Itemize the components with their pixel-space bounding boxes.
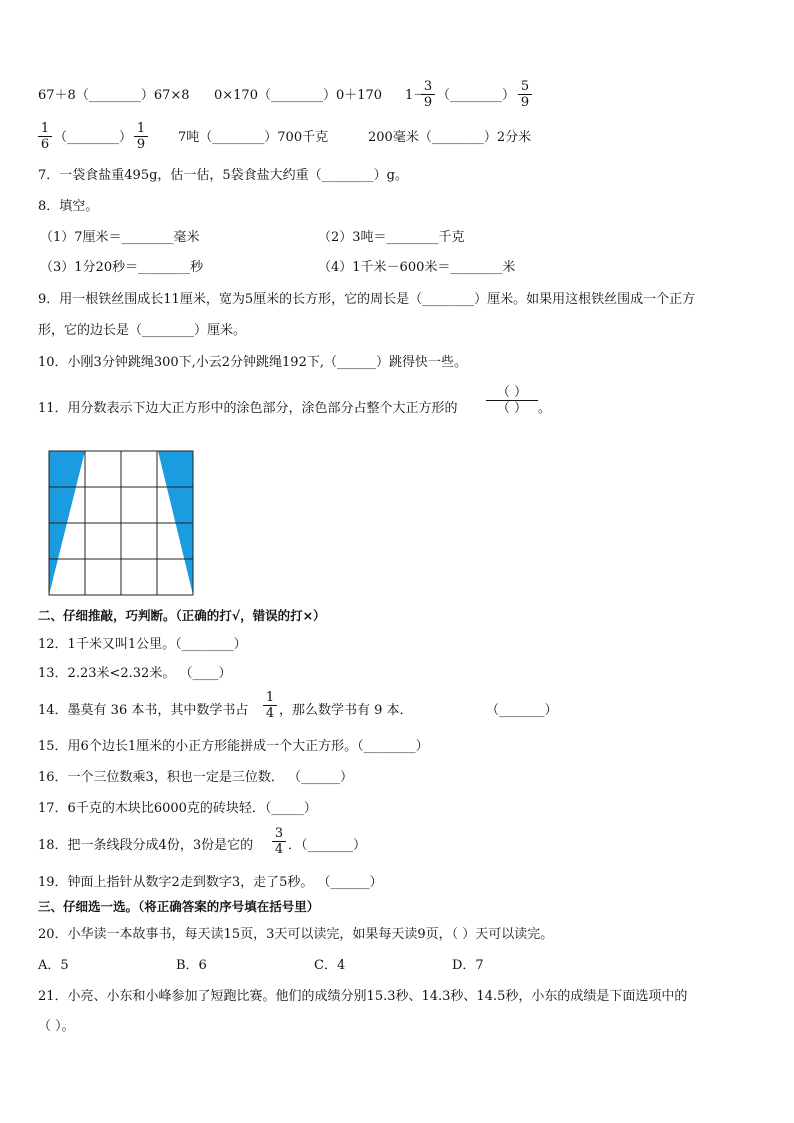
q8-item-2: （2）3吨＝________千克: [318, 230, 465, 245]
period: 。: [538, 401, 552, 416]
question-12: 12．1千米又叫1公里。（________）: [38, 637, 247, 652]
compare-blank: （________）: [54, 130, 133, 145]
question-13: 13．2.23米<2.32米。 （____）: [38, 666, 232, 681]
numerator: 3: [274, 826, 284, 841]
question-11: 11．用分数表示下边大正方形中的涂色部分，涂色部分占整个大正方形的: [38, 401, 458, 416]
denominator: 4: [274, 842, 284, 857]
numerator: 5: [520, 79, 530, 94]
fraction: [518, 79, 532, 110]
denominator: 9: [423, 95, 433, 110]
q8-item-3: （3）1分20秒＝________秒: [40, 260, 204, 275]
compare-item-1: 67＋8（________）67×8: [38, 88, 190, 103]
question-14: 14．墨莫有 36 本书，其中数学书占: [38, 703, 249, 718]
fraction: [272, 826, 286, 857]
q8-item-1: （1）7厘米＝________毫米: [40, 230, 200, 245]
option-b: B．6: [176, 958, 207, 973]
question-14-end: ，那么数学书有 9 本．: [279, 703, 413, 718]
question-16: 16．一个三位数乘3，积也一定是三位数． （______）: [38, 770, 353, 785]
fraction: [38, 121, 52, 152]
answer-blank: （_______）: [486, 703, 558, 718]
question-18-end: ．（_______）: [288, 838, 367, 853]
numerator: 1: [136, 121, 146, 136]
q8-item-4: （4）1千米－600米＝________米: [318, 260, 516, 275]
question-10: 10．小刚3分钟跳绳300下,小云2分钟跳绳192下,（______）跳得快一些。: [38, 355, 467, 370]
option-a: A．5: [38, 958, 69, 973]
numerator: 1: [40, 121, 50, 136]
compare-blank: （________）: [437, 88, 516, 103]
denominator: 6: [40, 137, 50, 152]
option-d: D．7: [452, 958, 484, 973]
question-21-line-1: 21．小亮、小东和小峰参加了短跑比赛。他们的成绩分别15.3秒、14.3秒、14.5秒，小东的成绩是下面选项中的: [38, 989, 688, 1004]
fraction: [421, 79, 435, 110]
question-15: 15．用6个边长1厘米的小正方形能拼成一个大正方形。（________）: [38, 739, 429, 754]
question-7: 7．一袋食盐重495g，估一估，5袋食盐大约重（________）g。: [38, 168, 408, 183]
numerator: （ ）: [496, 385, 528, 400]
denominator: 4: [265, 706, 275, 721]
square-grid-figure: [48, 450, 196, 596]
compare-item-3-prefix: 1－: [405, 88, 427, 103]
question-20: 20．小华读一本故事书，每天读15页，3天可以读完，如果每天读9页，（ ）天可以读完。: [38, 927, 554, 942]
denominator: （ ）: [496, 401, 528, 416]
fraction: [134, 121, 148, 152]
answer-fraction: [486, 385, 538, 416]
denominator: 9: [520, 95, 530, 110]
question-18: 18．把一条线段分成4份，3份是它的: [38, 838, 254, 853]
question-8: 8．填空。: [38, 199, 99, 214]
section-3-heading: 三、仔细选一选。（将正确答案的序号填在括号里）: [38, 899, 320, 914]
compare-item-5: 7吨（________）700千克: [178, 130, 329, 145]
compare-item-2: 0×170（________）0＋170: [214, 88, 383, 103]
question-17: 17．6千克的木块比6000克的砖块轻．（_____）: [38, 801, 317, 816]
denominator: 9: [136, 137, 146, 152]
question-21-line-2: （ ）。: [38, 1019, 75, 1034]
numerator: 3: [423, 79, 433, 94]
question-9-line-1: 9．用一根铁丝围成长11厘米，宽为5厘米的长方形，它的周长是（________）厘米。如果用这根铁丝围成一个正方: [38, 292, 696, 307]
question-9-line-2: 形，它的边长是（________）厘米。: [38, 323, 247, 338]
section-2-heading: 二、仔细推敲，巧判断。（正确的打√，错误的打×）: [38, 608, 326, 623]
option-c: C．4: [314, 958, 346, 973]
compare-item-6: 200毫米（________）2分米: [368, 130, 532, 145]
fraction: [263, 690, 277, 721]
numerator: 1: [265, 690, 275, 705]
question-19: 19．钟面上指针从数字2走到数字3，走了5秒。 （______）: [38, 875, 383, 890]
